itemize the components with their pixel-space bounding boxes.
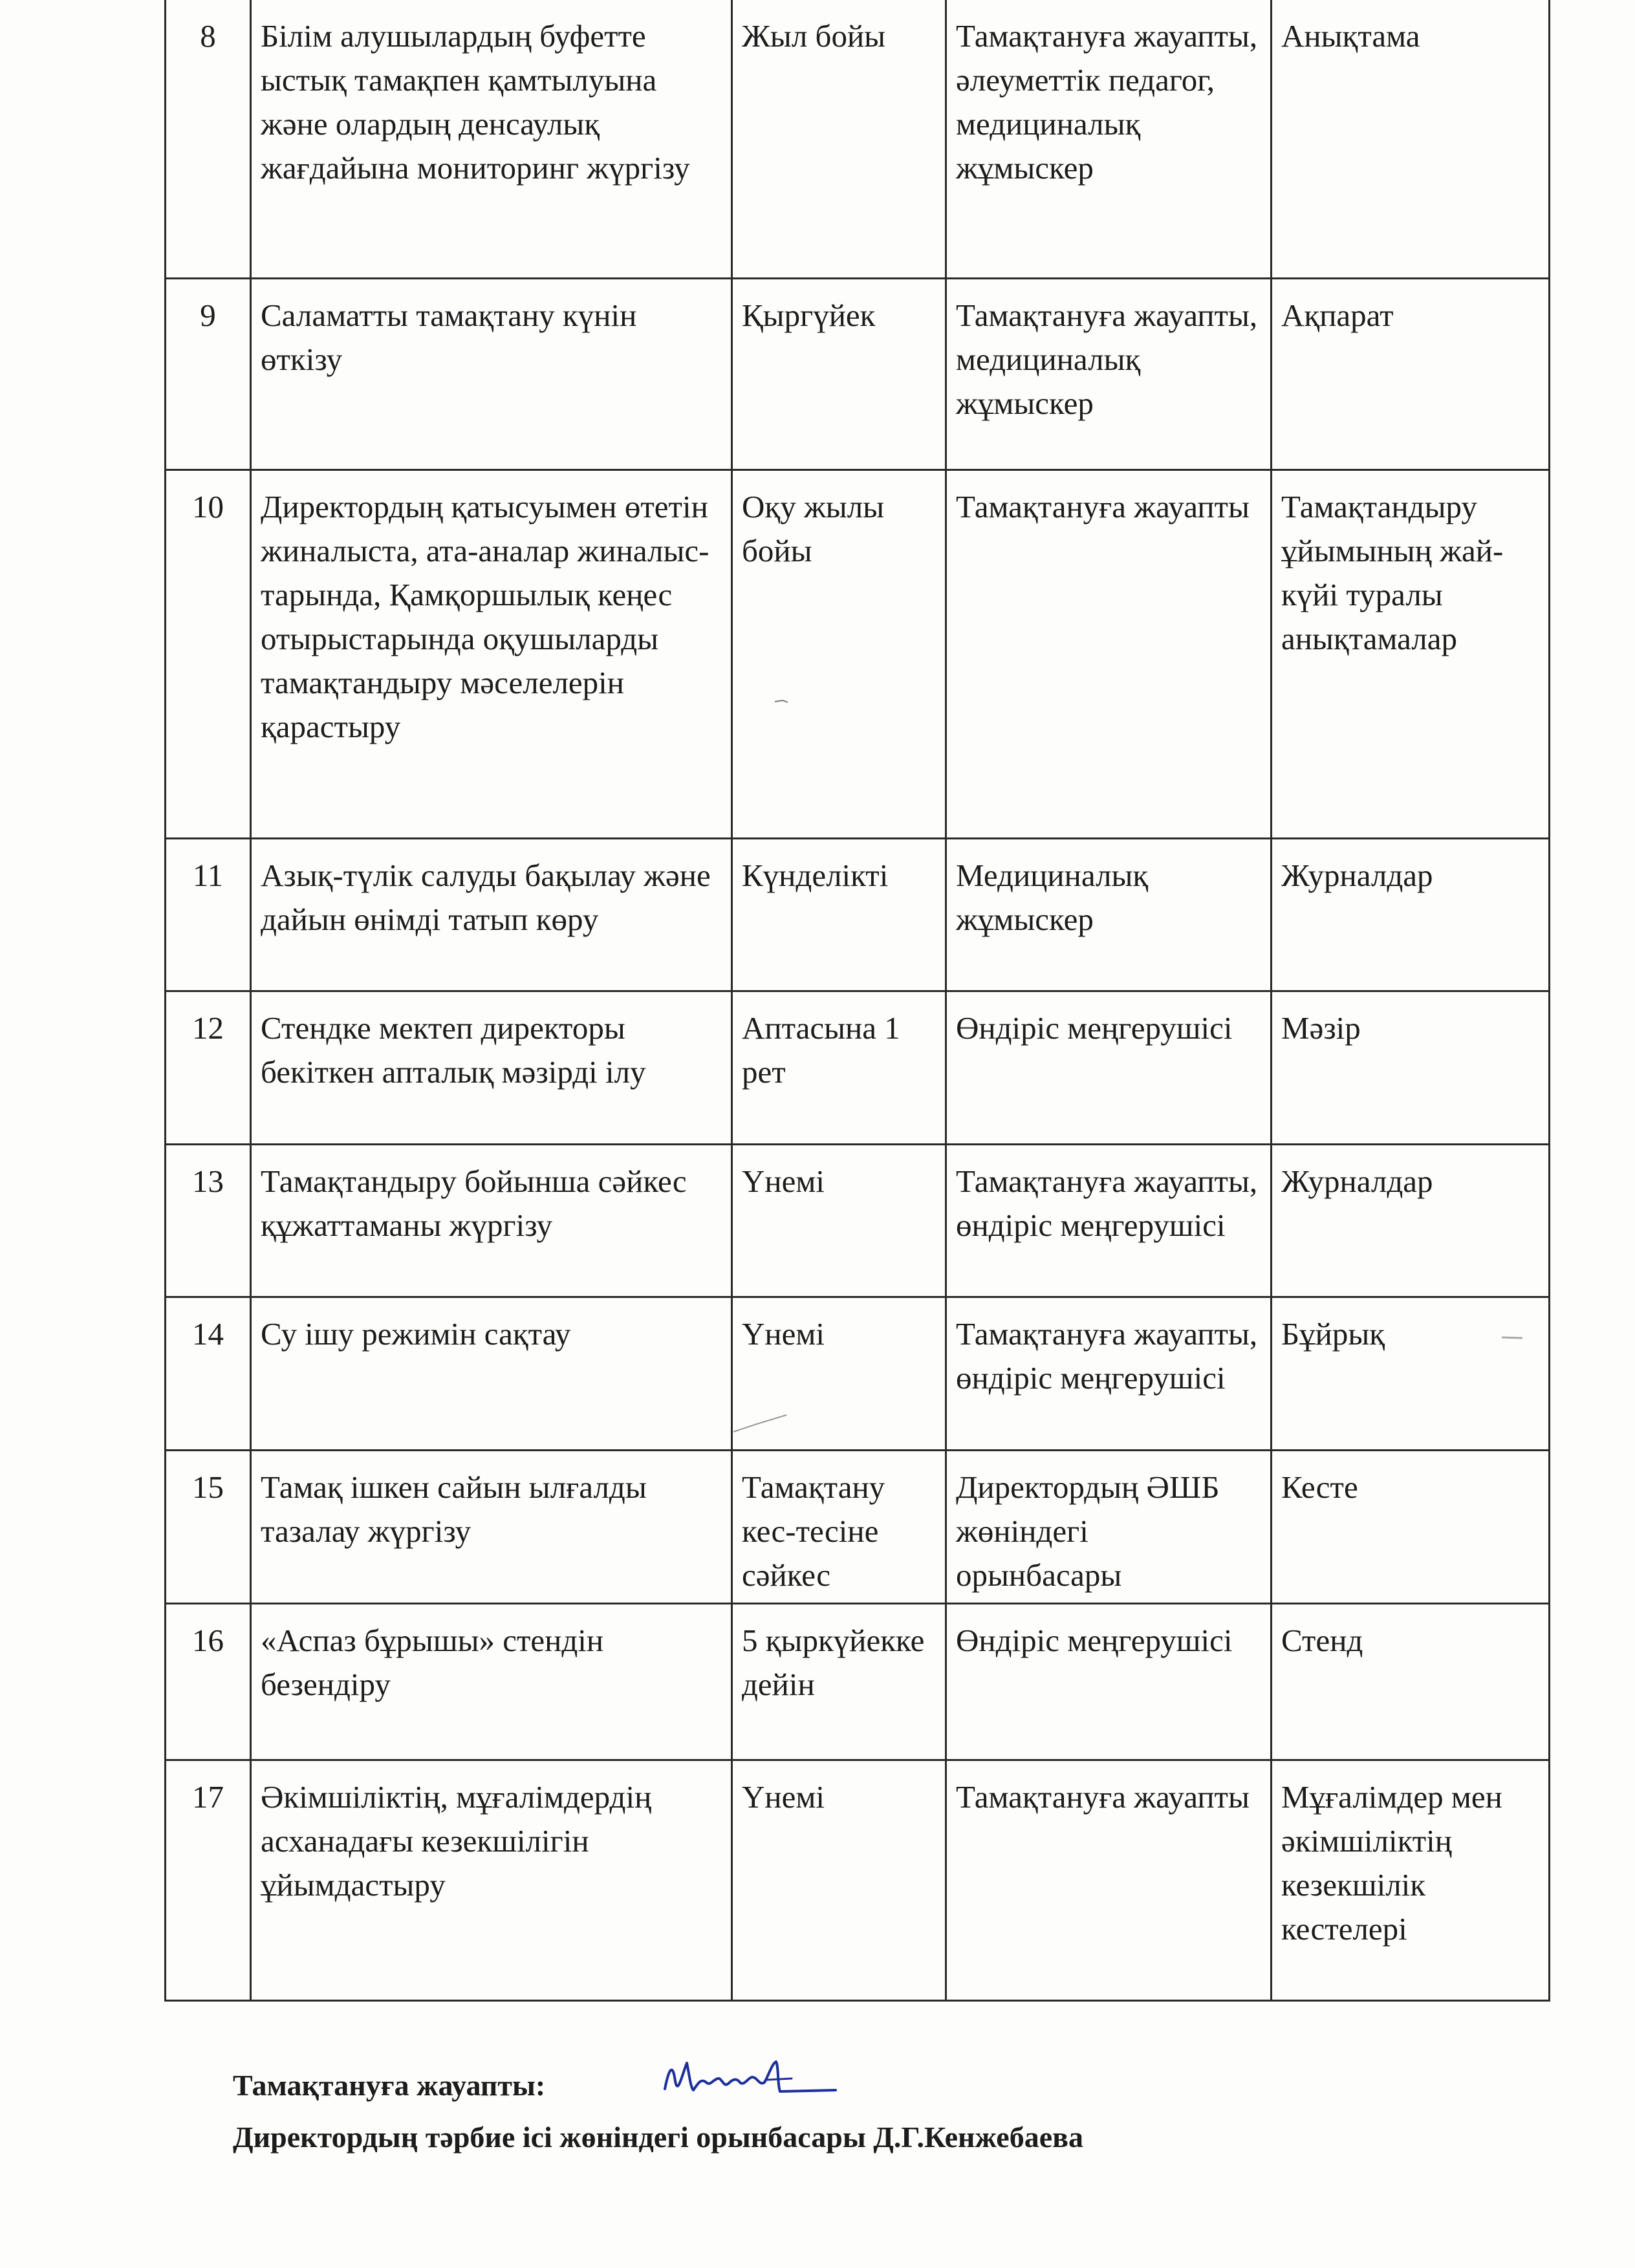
row-number: 15	[166, 1450, 251, 1603]
deputy-director-line: Директордың тәрбие ісі жөніндегі орынбасары Д.Г.Кенжебаева	[233, 2121, 1083, 2154]
handwritten-signature	[653, 2050, 841, 2121]
output-cell: Журналдар	[1272, 1144, 1550, 1297]
period-cell: 5 қыркүйекке дейін	[732, 1603, 946, 1760]
event-cell: Су ішу режимін сақтау	[251, 1297, 732, 1450]
event-cell: Стендке мектеп директоры бекіткен апталық мәзірді ілу	[251, 991, 732, 1144]
period-cell: Үнемі	[732, 1760, 946, 2000]
row-number: 17	[166, 1760, 251, 2000]
responsible-cell: Тамақтануға жауапты, өндіріс меңгерушісі	[946, 1144, 1272, 1297]
event-cell: Тамақтандыру бойынша сәйкес құжаттаманы жүргізу	[251, 1144, 732, 1297]
table-row	[166, 1603, 1550, 1760]
output-cell: Журналдар	[1272, 838, 1550, 991]
output-cell: Ақпарат	[1272, 278, 1550, 470]
table-row	[166, 838, 1550, 991]
row-number: 11	[166, 838, 251, 991]
table-row	[166, 1144, 1550, 1297]
row-number: 12	[166, 991, 251, 1144]
event-cell: Азық-түлік салуды бақылау және дайын өнімді татып көру	[251, 838, 732, 991]
row-number: 10	[166, 470, 251, 838]
responsible-cell: Тамақтануға жауапты	[946, 1760, 1272, 2000]
responsible-signature-label: Тамақтануға жауапты:	[233, 2069, 546, 2102]
output-cell: Кесте	[1272, 1450, 1550, 1603]
responsible-cell: Тамақтануға жауапты, өндіріс меңгерушісі	[946, 1297, 1272, 1450]
event-cell: Саламатты тамақтану күнін өткізу	[251, 278, 732, 470]
output-cell: Мұғалімдер мен әкімшіліктің кезекшілік кестелері	[1272, 1760, 1550, 2000]
output-cell: Стенд	[1272, 1603, 1550, 1760]
period-cell: Тамақтану кес-тесіне сәйкес	[732, 1450, 946, 1603]
table-row	[166, 1297, 1550, 1450]
output-cell: Бұйрық	[1272, 1297, 1550, 1450]
responsible-cell: Өндіріс меңгерушісі	[946, 991, 1272, 1144]
event-cell: Әкімшіліктің, мұғалімдердің асханадағы кезекшілігін ұйымдастыру	[251, 1760, 732, 2000]
output-cell: Тамақтандыру ұйымының жай-күйі туралы анықтамалар	[1272, 470, 1550, 838]
event-cell: Тамақ ішкен сайын ылғалды тазалау жүргізу	[251, 1450, 732, 1603]
event-cell: Директордың қатысуымен өтетін жиналыста, ата-аналар жиналыс-тарында, Қамқоршылық кеңес отырыстарында оқушыларды тамақтандыру мәселелерін қарастыру	[251, 470, 732, 838]
row-number: 13	[166, 1144, 251, 1297]
period-cell: Күнделікті	[732, 838, 946, 991]
period-cell: Жыл бойы	[732, 0, 946, 278]
table-row	[166, 470, 1550, 838]
plan-table	[164, 0, 1550, 2002]
period-cell: Аптасына 1 рет	[732, 991, 946, 1144]
table-row	[166, 991, 1550, 1144]
table-row	[166, 1760, 1550, 2000]
scan-speck	[1499, 1332, 1525, 1343]
row-number: 14	[166, 1297, 251, 1450]
responsible-cell: Өндіріс меңгерушісі	[946, 1603, 1272, 1760]
period-cell: Оқу жылы бойы	[732, 470, 946, 838]
row-number: 16	[166, 1603, 251, 1760]
responsible-cell: Медициналық жұмыскер	[946, 838, 1272, 991]
output-cell: Мәзір	[1272, 991, 1550, 1144]
scan-speck	[731, 1410, 789, 1436]
table-row	[166, 0, 1550, 278]
period-cell: Үнемі	[732, 1144, 946, 1297]
row-number: 8	[166, 0, 251, 278]
table-row	[166, 278, 1550, 470]
event-cell: Білім алушылардың буфетте ыстық тамақпен қамтылуына және олардың денсаулық жағдайына мониторинг жүргізу	[251, 0, 732, 278]
event-cell: «Аспаз бұрышы» стендін безендіру	[251, 1603, 732, 1760]
period-cell: Қыргүйек	[732, 278, 946, 470]
output-cell: Анықтама	[1272, 0, 1550, 278]
period-cell: Үнемі	[732, 1297, 946, 1450]
responsible-cell: Тамақтануға жауапты, әлеуметтік педагог, медициналық жұмыскер	[946, 0, 1272, 278]
row-number: 9	[166, 278, 251, 470]
table-row	[166, 1450, 1550, 1603]
responsible-cell: Директордың ӘШБ жөніндегі орынбасары	[946, 1450, 1272, 1603]
responsible-cell: Тамақтануға жауапты	[946, 470, 1272, 838]
responsible-cell: Тамақтануға жауапты, медициналық жұмыскер	[946, 278, 1272, 470]
scan-speck	[774, 696, 793, 706]
